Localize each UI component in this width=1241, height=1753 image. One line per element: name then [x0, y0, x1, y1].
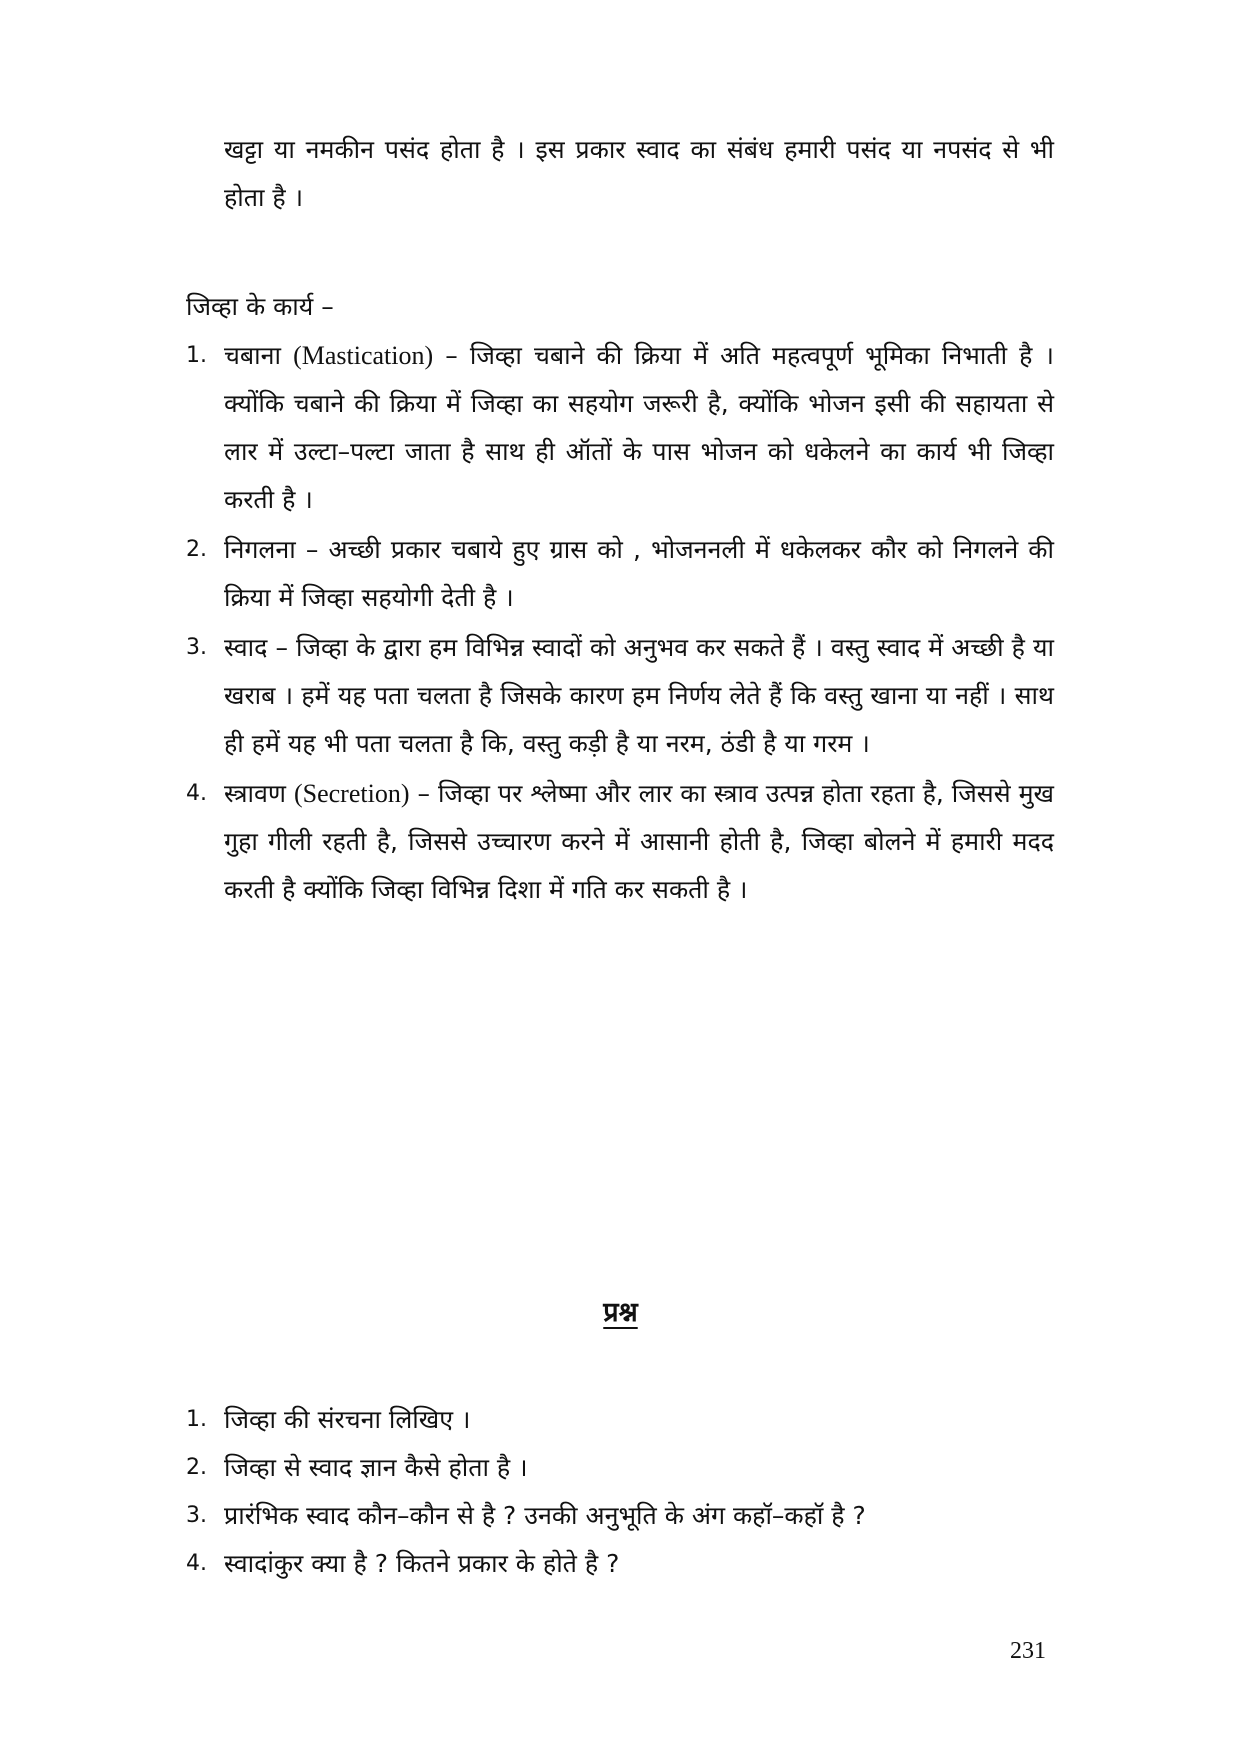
question-text: प्रारंभिक स्वाद कौन–कौन से है ? उनकी अनुभूति के अंग कहॉ–कहॉ है ? — [224, 1501, 866, 1530]
item-title: स्वाद — [224, 633, 268, 662]
item-text: – अच्छी प्रकार चबाये हुए ग्रास को , भोजननली में धकेलकर कौर को निगलने की क्रिया में जिव्हा सहयोगी देती है । — [224, 535, 1054, 612]
function-item — [186, 624, 1054, 768]
question-text: जिव्हा की संरचना लिखिए । — [224, 1405, 471, 1434]
item-number: 1. — [186, 343, 207, 368]
questions-title — [0, 1292, 1241, 1329]
item-number: 4. — [186, 1551, 207, 1576]
item-title: स्त्रावण — [224, 779, 286, 808]
item-number: 4. — [186, 781, 207, 806]
intro-paragraph: खट्टा या नमकीन पसंद होता है । इस प्रकार स्वाद का संबंध हमारी पसंद या नपसंद से भी होता है । — [224, 135, 1054, 212]
functions-list — [186, 332, 1054, 916]
item-number: 1. — [186, 1407, 207, 1432]
page-number: 231 — [1010, 1638, 1046, 1664]
questions-title-text: प्रश्न — [603, 1297, 638, 1328]
item-text: – जिव्हा पर श्लेष्मा और लार का स्त्राव उत्पन्न होता रहता है, जिससे मुख गुहा गीली रहती है, जिससे उच्चारण करने में आसानी होती है, जिव्हा बोलने में हमारी मदद करती है क्योंकि जिव्हा विभिन्न दिशा में गति कर सकती है । — [224, 779, 1054, 904]
question-item — [186, 1492, 1054, 1540]
item-number: 3. — [186, 635, 207, 660]
question-text: जिव्हा से स्वाद ज्ञान कैसे होता है । — [224, 1453, 528, 1482]
item-number: 2. — [186, 537, 207, 562]
question-text: स्वादांकुर क्या है ? कितने प्रकार के होते है ? — [224, 1549, 620, 1578]
item-number: 2. — [186, 1455, 207, 1480]
item-title: निगलना — [224, 535, 296, 564]
item-english-term: (Mastication) — [293, 341, 434, 370]
item-title: चबाना — [224, 341, 281, 370]
question-item — [186, 1444, 1054, 1492]
item-number: 3. — [186, 1503, 207, 1528]
function-item — [186, 770, 1054, 914]
question-item — [186, 1540, 1054, 1588]
questions-list — [186, 1396, 1054, 1588]
function-item — [186, 332, 1054, 524]
function-item — [186, 526, 1054, 622]
item-english-term: (Secretion) — [293, 779, 410, 808]
question-item — [186, 1396, 1054, 1444]
item-text: – जिव्हा के द्वारा हम विभिन्न स्वादों को अनुभव कर सकते हैं । वस्तु स्वाद में अच्छी है या खराब । हमें यह पता चलता है जिसके कारण हम निर्णय लेते हैं कि वस्तु खाना या नहीं । साथ ही हमें यह भी पता चलता है कि, वस्तु कड़ी है या नरम, ठंडी है या गरम । — [224, 633, 1054, 758]
functions-heading: जिव्हा के कार्य – — [186, 292, 334, 321]
item-text: – जिव्हा चबाने की क्रिया में अति महत्वपूर्ण भूमिका निभाती है । क्योंकि चबाने की क्रिया में जिव्हा का सहयोग जरूरी है, क्योंकि भोजन इसी की सहायता से लार में उल्टा–पल्टा जाता है साथ ही ऑतों के पास भोजन को धकेलने का कार्य भी जिव्हा करती है । — [224, 341, 1054, 514]
